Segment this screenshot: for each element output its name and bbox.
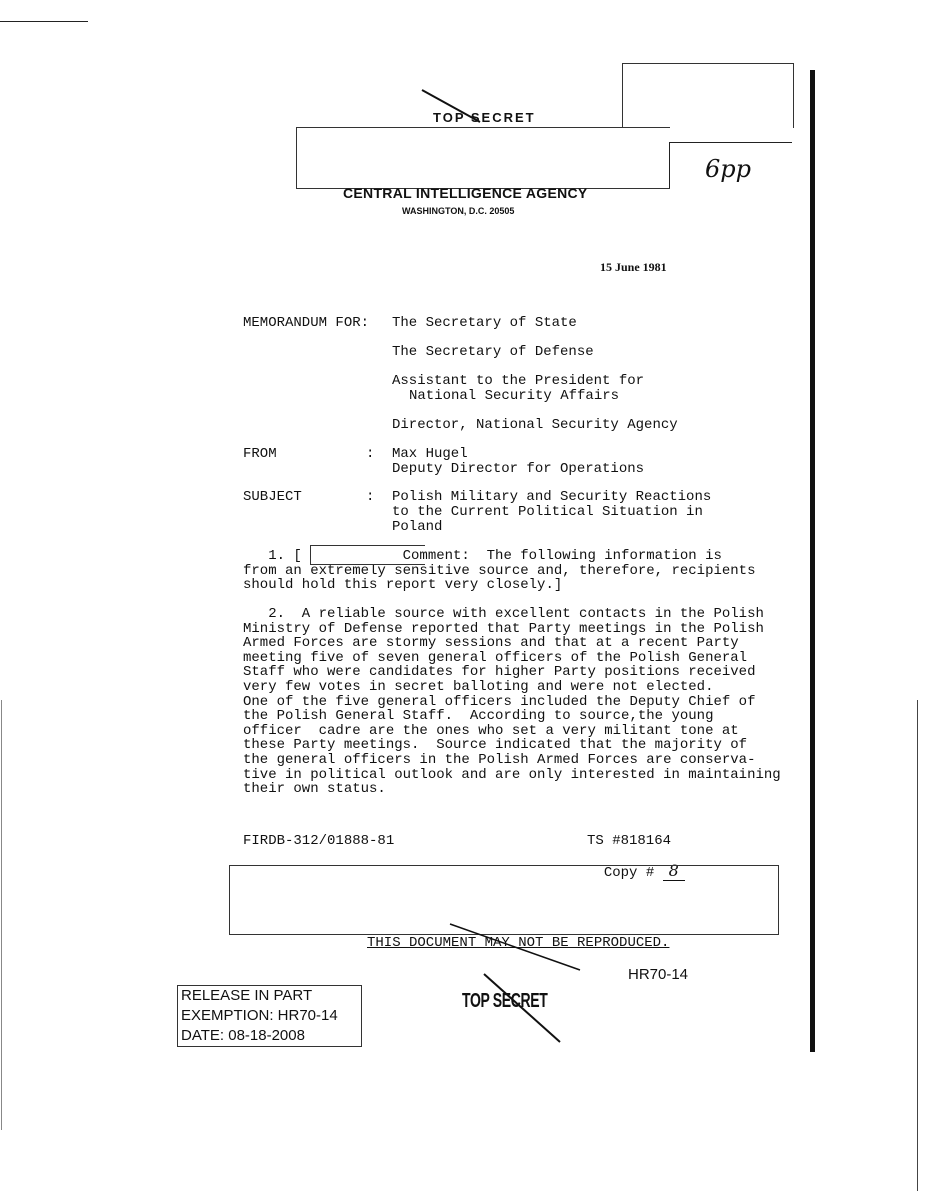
p2-line-4: meeting five of seven general officers of the Polish General [243, 649, 748, 666]
p2-line-6: very few votes in secret balloting and were not elected. [243, 678, 714, 695]
p2-line-9: officer cadre are the ones who set a very militant tone at [243, 722, 739, 739]
redaction-box-header [296, 127, 670, 189]
agency-name: CENTRAL INTELLIGENCE AGENCY [343, 185, 588, 201]
memo-date: 15 June 1981 [600, 260, 667, 274]
classification-top: TOP SECRET [433, 110, 536, 125]
redaction-line-vert [669, 142, 670, 188]
agency-address: WASHINGTON, D.C. 20505 [402, 206, 515, 216]
p1-line-2: from an extremely sensitive source and, therefore, recipients [243, 562, 756, 579]
recipient-2: The Secretary of Defense [392, 344, 594, 360]
p2-line-1: 2. A reliable source with excellent contacts in the Polish [243, 606, 764, 622]
from-line-2: Deputy Director for Operations [392, 461, 645, 477]
recipient-3a: Assistant to the President for [392, 373, 645, 389]
copy-label-text: Copy # [603, 864, 663, 881]
recipient-1: The Secretary of State [392, 315, 577, 331]
from-label: FROM [243, 446, 277, 462]
p2-line-3: Armed Forces are stormy sessions and that at a recent Party [243, 635, 739, 652]
p1-line-3: should hold this report very closely.] [243, 577, 563, 594]
paragraph-2 [243, 607, 781, 797]
ts-number: TS #818164 [587, 833, 672, 849]
top-left-rule [0, 21, 88, 22]
p2-line-12: tive in political outlook and are only interested in maintaining [243, 766, 781, 783]
right-margin-bar [810, 70, 815, 1052]
memo-for-label: MEMORANDUM FOR: [243, 315, 370, 331]
p2-line-11: the general officers in the Polish Armed Forces are conserva- [243, 751, 756, 768]
p2-line-10: these Party meetings. Source indicated that the majority of [243, 737, 748, 754]
subject-line-3: Poland [392, 519, 443, 535]
hr-code: HR70-14 [628, 966, 689, 983]
left-edge-line [1, 700, 2, 1130]
recipient-4: Director, National Security Agency [392, 417, 678, 433]
release-line-1: RELEASE IN PART [181, 987, 313, 1004]
classification-bottom: TOP SECRET [462, 990, 548, 1012]
copy-number: 8 [663, 861, 685, 881]
subject-line-2: to the Current Political Situation in [392, 504, 703, 520]
p2-line-5: Staff who were candidates for higher Party positions received [243, 664, 756, 681]
strike-mark-top [420, 88, 520, 128]
no-reproduce-notice: THIS DOCUMENT MAY NOT BE REPRODUCED. [367, 935, 670, 951]
p2-line-13: their own status. [243, 781, 386, 798]
p2-line-7: One of the five general officers included the Deputy Chief of [243, 693, 756, 710]
p1-line-1: 1. [ Comment: The following information is [243, 548, 722, 564]
recipient-3b: National Security Affairs [409, 388, 620, 404]
strike-mark-bottom [480, 970, 580, 1050]
from-line-1: Max Hugel [392, 446, 468, 462]
from-colon: : [366, 446, 375, 462]
subject-colon: : [366, 489, 375, 505]
subject-line-1: Polish Military and Security Reactions [392, 489, 712, 505]
p2-line-2: Ministry of Defense reported that Party meetings in the Polish [243, 620, 764, 637]
release-line-2: EXEMPTION: HR70-14 [181, 1007, 338, 1024]
handwritten-note: 6pp [705, 155, 751, 183]
page-edge-line [917, 700, 918, 1191]
subject-label: SUBJECT [243, 489, 302, 505]
redaction-box-inline [310, 545, 425, 565]
release-line-3: DATE: 08-18-2008 [181, 1027, 305, 1044]
p2-line-8: the Polish General Staff. According to source,the young [243, 708, 714, 725]
redaction-line [669, 142, 792, 143]
redaction-box-top-right [622, 63, 794, 128]
firdb-number: FIRDB-312/01888-81 [243, 833, 395, 849]
release-stamp [177, 985, 362, 1047]
